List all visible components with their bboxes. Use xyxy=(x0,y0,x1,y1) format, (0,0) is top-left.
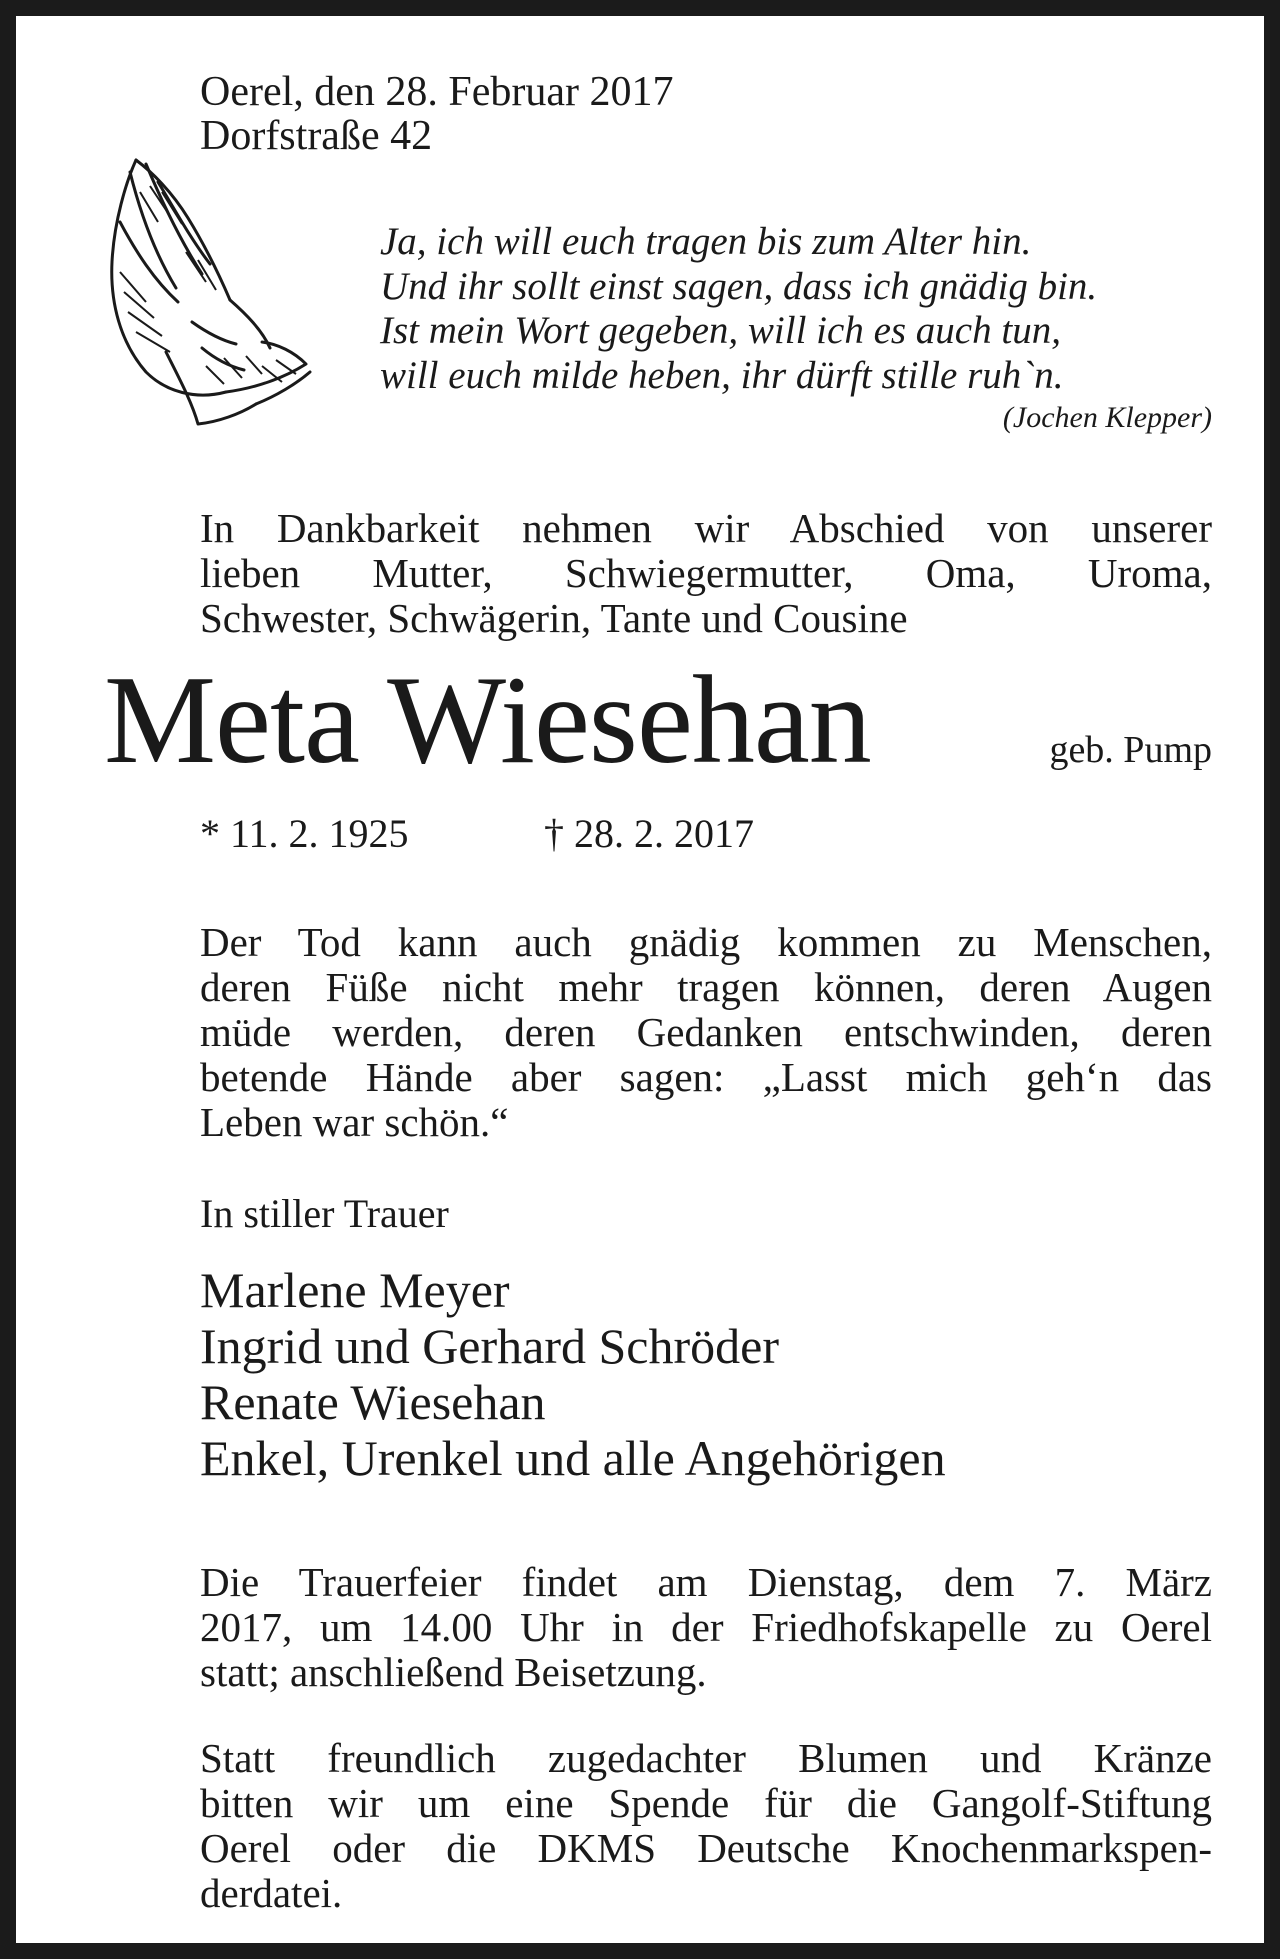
deceased-name: Meta Wiesehan xyxy=(104,651,871,790)
family-list xyxy=(200,1262,1212,1486)
intro-line: Schwester, Schwägerin, Tante und Cousine xyxy=(200,595,908,641)
quote-line: Leben war schön.“ xyxy=(200,1099,509,1145)
quote-text xyxy=(200,920,1212,1145)
birth-name: geb. Pump xyxy=(1049,729,1212,771)
family-member: Ingrid und Gerhard Schröder xyxy=(200,1318,779,1374)
intro-text xyxy=(200,506,1212,641)
donation-info xyxy=(200,1736,1212,1916)
address: Dorfstraße 42 xyxy=(200,113,433,159)
mourning-label: In stiller Trauer xyxy=(200,1191,449,1236)
poem-line: Und ihr sollt einst sagen, dass ich gnädig bin. xyxy=(380,264,1098,308)
family-member: Marlene Meyer xyxy=(200,1262,510,1318)
praying-hands-icon xyxy=(106,152,316,430)
funeral-line: Die Trauerfeier findet am Dienstag, dem 7. März xyxy=(200,1559,1212,1605)
poem-author: (Jochen Klepper) xyxy=(1002,401,1212,434)
donation-line: bitten wir um eine Spende für die Gangolf-Stiftung xyxy=(200,1780,1212,1826)
death-date: † 28. 2. 2017 xyxy=(544,811,754,856)
quote-line: müde werden, deren Gedanken entschwinden, deren xyxy=(200,1009,1212,1055)
intro-line: In Dankbarkeit nehmen wir Abschied von unserer xyxy=(200,505,1212,551)
donation-line: Statt freundlich zugedachter Blumen und Kränze xyxy=(200,1735,1212,1781)
birth-date: * 11. 2. 1925 xyxy=(200,811,409,856)
poem-line: will euch milde heben, ihr dürft stille ruh`n. xyxy=(380,353,1064,397)
family-member: Renate Wiesehan xyxy=(200,1374,546,1430)
poem xyxy=(380,220,1212,438)
place-date: Oerel, den 28. Februar 2017 xyxy=(200,69,674,115)
family-member: Enkel, Urenkel und alle Angehörigen xyxy=(200,1430,946,1486)
quote-line: betende Hände aber sagen: „Lasst mich geh‘n das xyxy=(200,1054,1212,1100)
donation-line: derdatei. xyxy=(200,1870,343,1916)
intro-line: lieben Mutter, Schwiegermutter, Oma, Uroma, xyxy=(200,550,1212,596)
poem-line: Ja, ich will euch tragen bis zum Alter hin. xyxy=(380,220,1032,263)
quote-line: deren Füße nicht mehr tragen können, deren Augen xyxy=(200,964,1212,1010)
life-dates xyxy=(200,811,754,856)
poem-line: Ist mein Wort gegeben, will ich es auch tun, xyxy=(380,309,1061,352)
funeral-line: statt; anschließend Beisetzung. xyxy=(200,1649,707,1695)
funeral-line: 2017, um 14.00 Uhr in der Friedhofskapelle zu Oerel xyxy=(200,1604,1212,1650)
deceased-name-row xyxy=(104,651,1212,790)
quote-line: Der Tod kann auch gnädig kommen zu Menschen, xyxy=(200,919,1212,965)
header xyxy=(200,70,1212,158)
funeral-info xyxy=(200,1560,1212,1695)
donation-line: Oerel oder die DKMS Deutsche Knochenmarkspen- xyxy=(200,1825,1212,1871)
